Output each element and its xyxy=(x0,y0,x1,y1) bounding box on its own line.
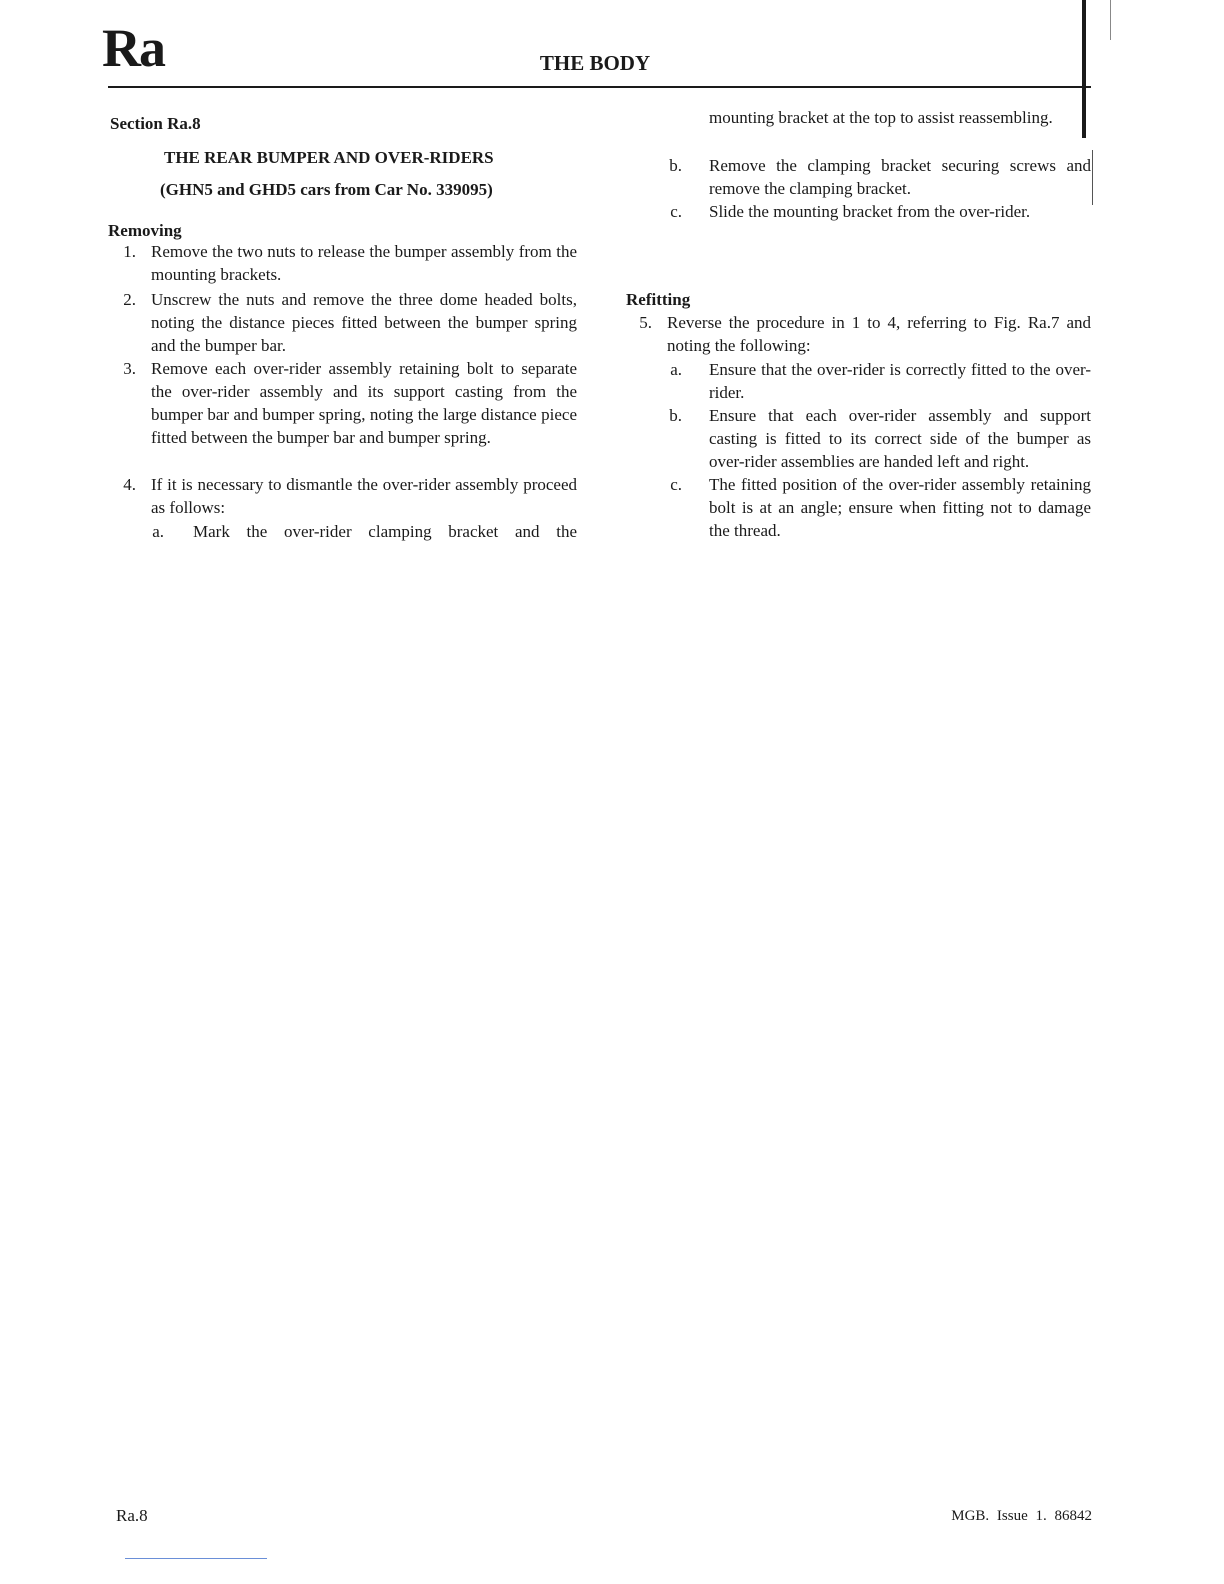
sub-letter: b. xyxy=(669,406,682,425)
item-number: 1. xyxy=(123,242,136,261)
item-text: Unscrew the nuts and remove the three dome headed bolts, noting the distance pieces fitted between the bumper spring and the bumper bar. xyxy=(151,290,577,355)
refitting-heading: Refitting xyxy=(626,290,691,309)
sub-letter: c. xyxy=(670,475,682,494)
section-subtitle: (GHN5 and GHD5 cars from Car No. 339095) xyxy=(160,180,493,199)
section-title: THE REAR BUMPER AND OVER-RIDERS xyxy=(164,148,494,167)
sub-letter: b. xyxy=(669,156,682,175)
footer-issue-info: MGB. Issue 1. 86842 xyxy=(951,1508,1092,1524)
section-label: Section Ra.8 xyxy=(110,114,201,133)
item-number: 3. xyxy=(123,359,136,378)
sub-letter: a. xyxy=(152,522,164,541)
sub-text: Remove the clamping bracket securing screws and remove the clamping bracket. xyxy=(709,156,1091,198)
footer-scan-line xyxy=(125,1558,267,1559)
right-column xyxy=(600,0,1100,560)
sub-text: Slide the mounting bracket from the over-rider. xyxy=(709,202,1031,221)
page-number: Ra.8 xyxy=(116,1506,148,1525)
sub-text: mounting bracket at the top to assist reassembling. xyxy=(709,108,1053,127)
sub-text: Ensure that the over-rider is correctly fitted to the over-rider. xyxy=(709,360,1091,402)
item-number: 4. xyxy=(123,475,136,494)
sub-text: Ensure that each over-rider assembly and support casting is fitted to its correct side of the bumper as over-rider assemblies are handed left and right. xyxy=(709,406,1091,471)
item-number: 5. xyxy=(639,313,652,332)
chapter-logo: Ra xyxy=(102,18,164,78)
left-column xyxy=(0,0,600,600)
item-text: Remove each over-rider assembly retaining bolt to separate the over-rider assembly and its support casting from the bumper bar and bumper spring, noting the large distance piece fitted between the bumper bar and bumper spring. xyxy=(151,359,577,447)
item-number: 2. xyxy=(123,290,136,309)
removing-heading: Removing xyxy=(108,221,182,240)
sub-letter: c. xyxy=(670,202,682,221)
sub-text: The fitted position of the over-rider assembly retaining bolt is at an angle; ensure when fitting not to damage the thread. xyxy=(709,475,1091,540)
page-header-title: THE BODY xyxy=(539,51,651,75)
item-text: Reverse the procedure in 1 to 4, referring to Fig. Ra.7 and noting the following: xyxy=(667,313,1091,355)
item-text: Remove the two nuts to release the bumper assembly from the mounting brackets. xyxy=(151,242,577,284)
sub-letter: a. xyxy=(670,360,682,379)
scan-edge-hairline xyxy=(1110,0,1111,40)
sub-text: Mark the over-rider clamping bracket and the xyxy=(193,522,577,541)
item-text: If it is necessary to dismantle the over-rider assembly proceed as follows: xyxy=(151,475,577,517)
